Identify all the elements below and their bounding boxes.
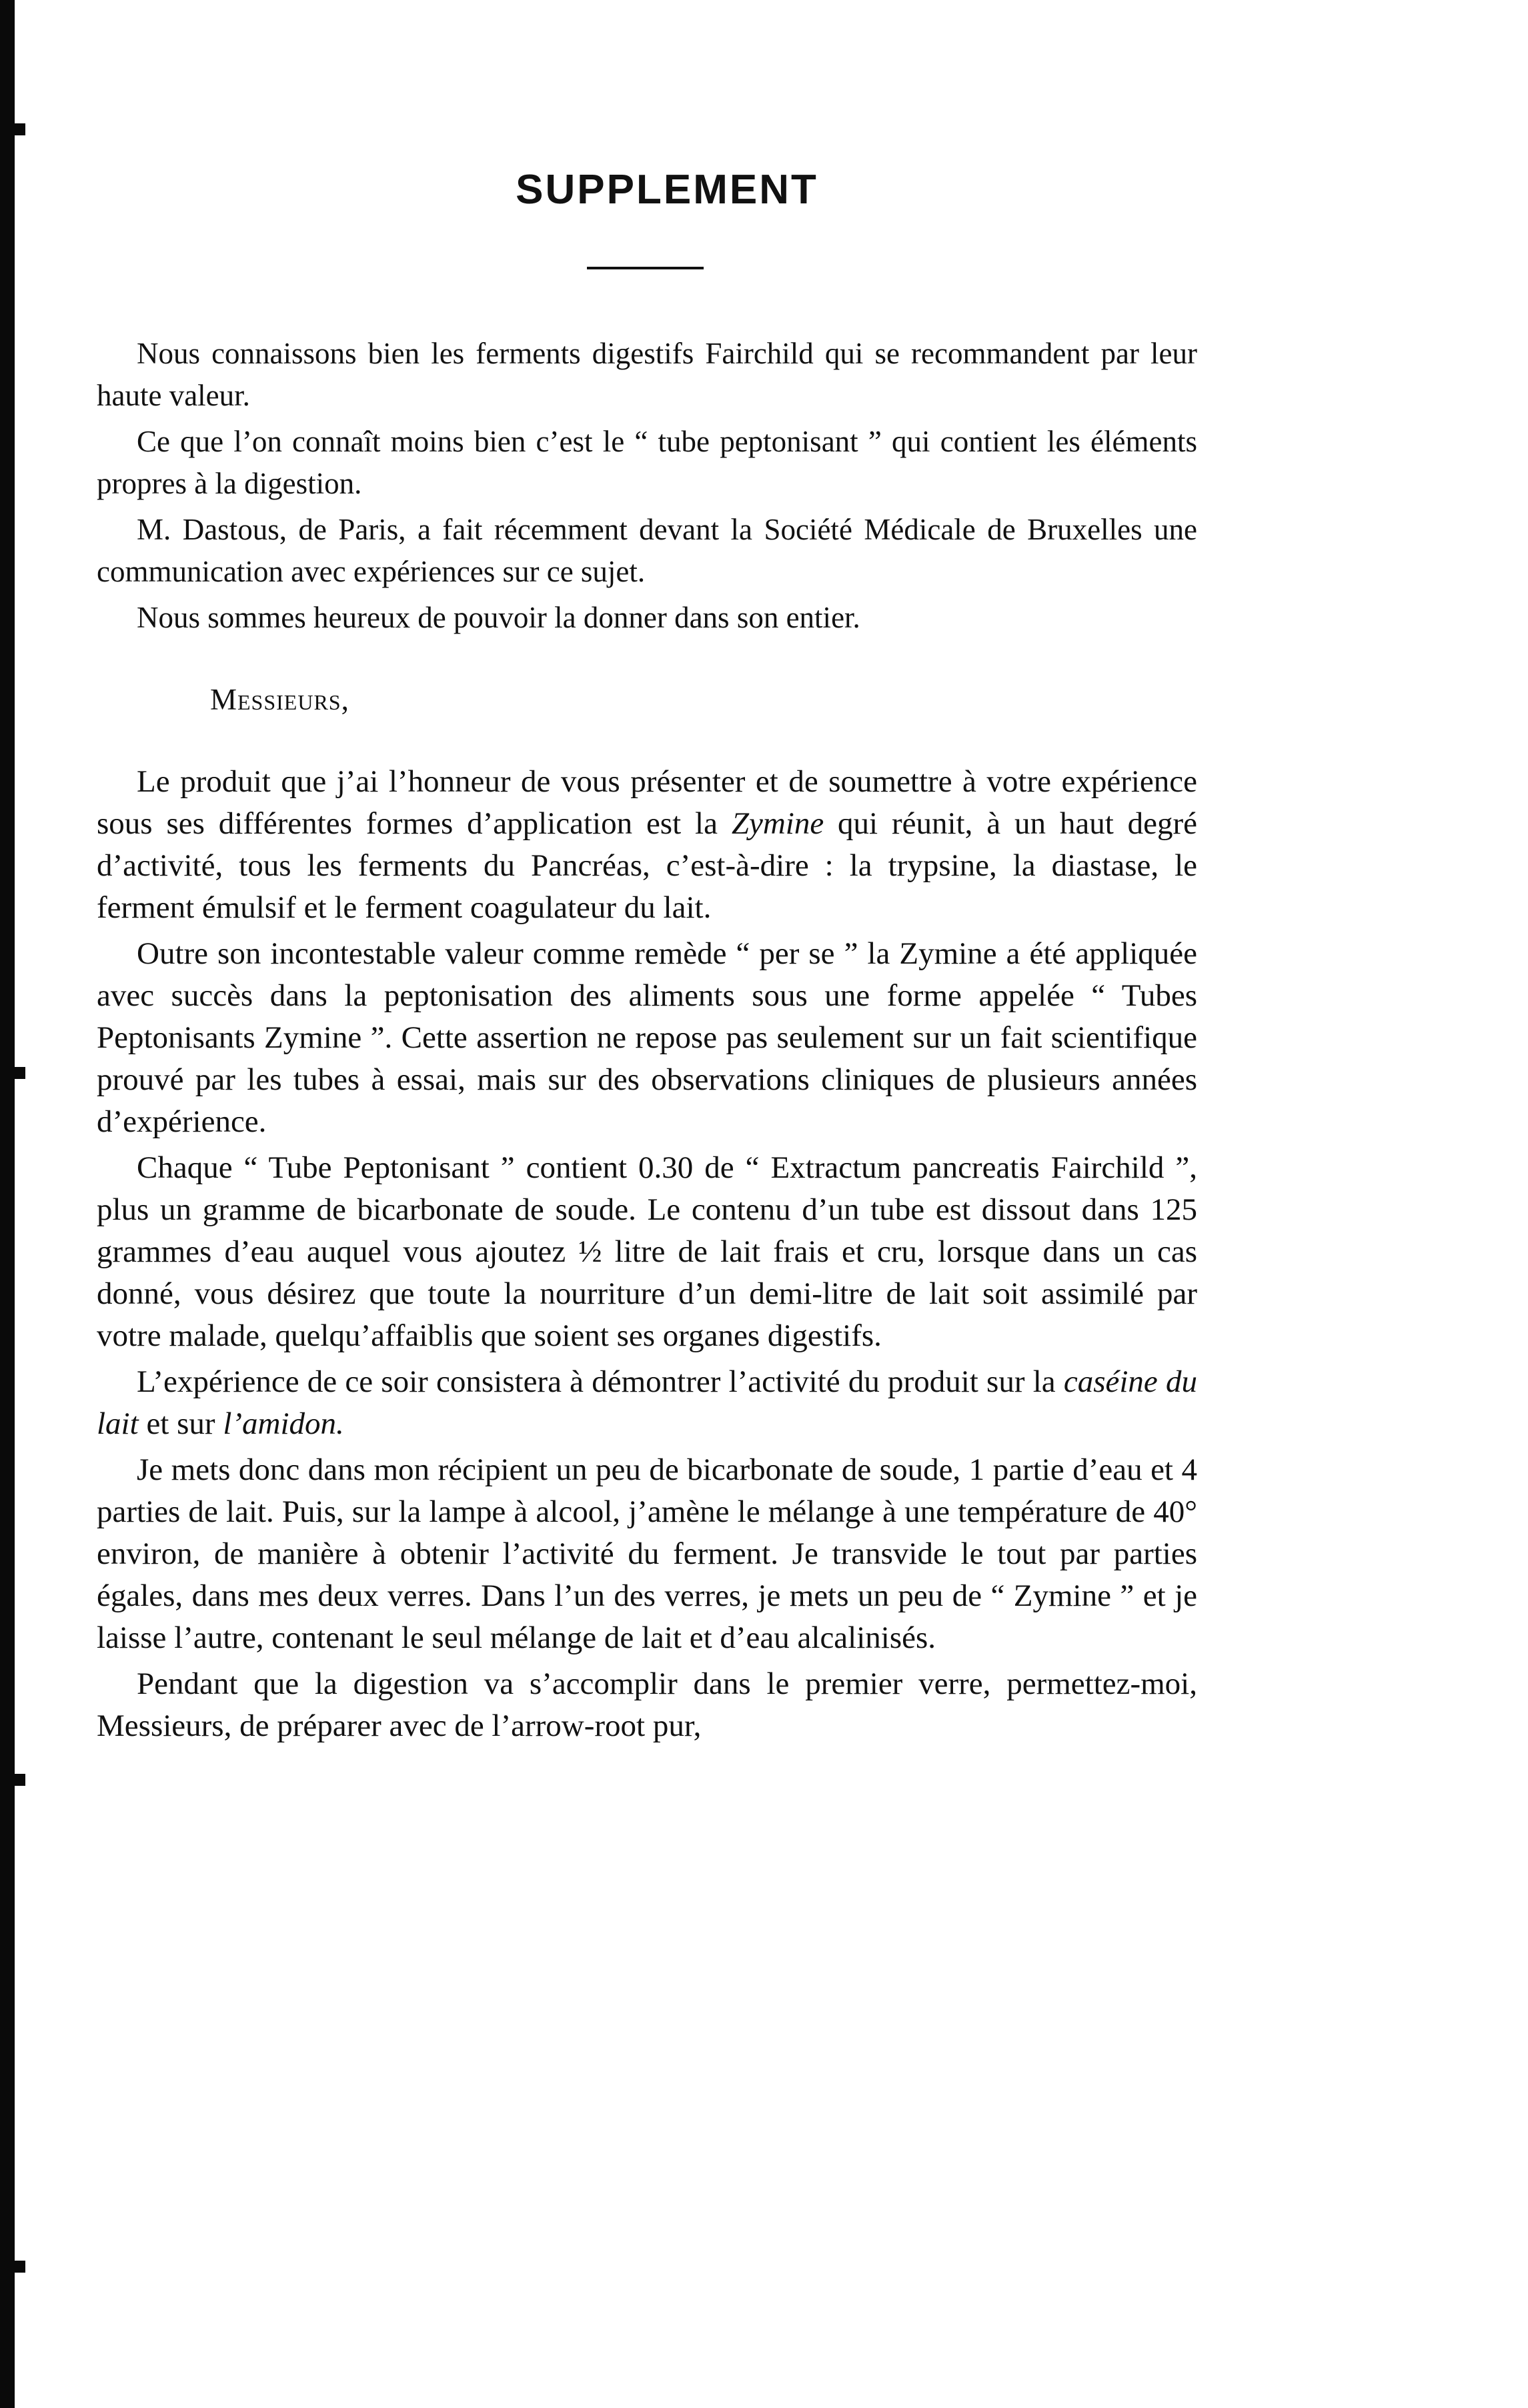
salutation: Messieurs, bbox=[210, 683, 349, 716]
intro-paragraph: Nous sommes heureux de pouvoir la donner dans son entier. bbox=[137, 601, 860, 634]
title-rule bbox=[587, 267, 704, 269]
binding-mark bbox=[7, 1774, 25, 1786]
intro-paragraph: M. Dastous, de Paris, a fait récemment devant la Société Médicale de Bruxelles une communication avec expériences sur ce sujet. bbox=[97, 513, 1197, 588]
page-binding-edge bbox=[0, 0, 15, 2408]
text-run: et sur bbox=[138, 1406, 223, 1441]
lecture-body bbox=[97, 761, 1197, 1747]
italic-term: Zymine bbox=[731, 806, 824, 841]
intro-paragraph: Ce que l’on connaît moins bien c’est le “ tube peptonisant ” qui contient les éléments propres à la digestion. bbox=[97, 425, 1197, 500]
binding-mark bbox=[7, 2261, 25, 2273]
editor-introduction bbox=[97, 333, 1197, 639]
binding-mark bbox=[7, 123, 25, 135]
text-run: qui réunit, à un haut degré d’activité, tous les ferments du Pancréas, c’est-à-dire : la trypsine, la diastase, le ferment émulsif et le ferment coagulateur du lait. bbox=[97, 806, 1197, 925]
body-paragraph: Je mets donc dans mon récipient un peu de bicarbonate de soude, 1 partie d’eau et 4 parties de lait. Puis, sur la lampe à alcool, j’amène le mélange à une température de 40° environ, de manière à obtenir l’activité du ferment. Je transvide le tout par parties égales, dans mes deux verres. Dans l’un des verres, je mets un peu de “ Zymine ” et je laisse l’autre, contenant le seul mélange de lait et d’eau alcalinisés. bbox=[97, 1452, 1197, 1655]
italic-term: caséine du lait bbox=[97, 1364, 1197, 1441]
body-paragraph: Outre son incontestable valeur comme remède “ per se ” la Zymine a été appliquée avec succès dans la peptonisation des aliments sous une forme appelée “ Tubes Peptonisants Zymine ”. Cette assertion ne repose pas seulement sur un fait scientifique prouvé par les tubes à essai, mais sur des observations cliniques de plusieurs années d’expérience. bbox=[97, 936, 1197, 1139]
italic-term: l’amidon. bbox=[223, 1406, 344, 1441]
body-paragraph: Pendant que la digestion va s’accomplir dans le premier verre, permettez-moi, Messieurs, de préparer avec de l’arrow-root pur, bbox=[97, 1666, 1197, 1743]
text-run: L’expérience de ce soir consistera à démontrer l’activité du produit sur la bbox=[137, 1364, 1064, 1399]
document-page bbox=[97, 160, 1197, 1751]
body-paragraph bbox=[97, 1361, 1197, 1445]
page-title: SUPPLEMENT bbox=[516, 167, 818, 213]
intro-paragraph: Nous connaissons bien les ferments digestifs Fairchild qui se recommandent par leur haute valeur. bbox=[97, 337, 1197, 412]
text-run: Le produit que j’ai l’honneur de vous présenter et de soumettre à votre expérience sous ses différentes formes d’application est la bbox=[97, 764, 1197, 841]
body-paragraph bbox=[97, 761, 1197, 929]
body-paragraph: Chaque “ Tube Peptonisant ” contient 0.30 de “ Extractum pancreatis Fairchild ”, plus un gramme de bicarbonate de soude. Le contenu d’un tube est dissout dans 125 grammes d’eau auquel vous ajoutez ½ litre de lait frais et cru, lorsque dans un cas donné, vous désirez que toute la nourriture d’un demi-litre de lait soit assimilé par votre malade, quelqu’affaiblis que soient ses organes digestifs. bbox=[97, 1150, 1197, 1353]
binding-mark bbox=[7, 1067, 25, 1079]
